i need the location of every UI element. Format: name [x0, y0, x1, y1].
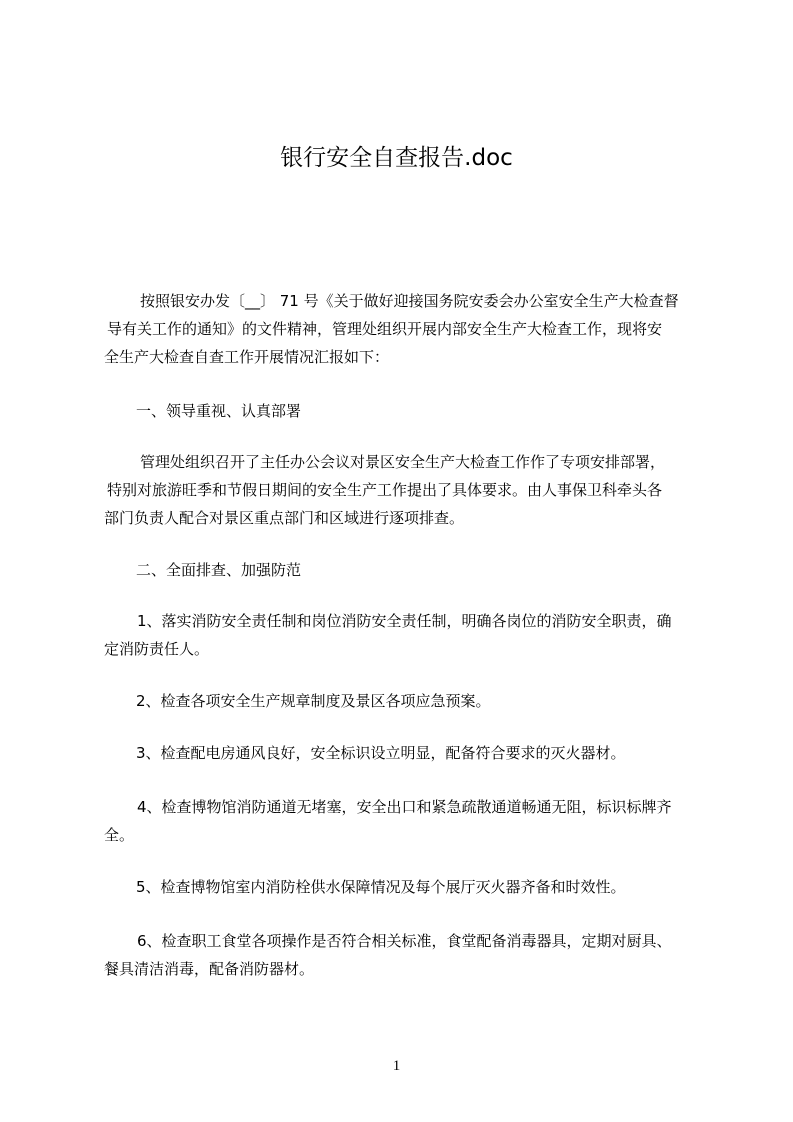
list-item-line: 1、落实消防安全责任制和岗位消防安全责任制，明确各岗位的消防安全职责，确	[137, 612, 672, 630]
intro-line: 按照银安办发〔__〕 71 号《关于做好迎接国务院安委会办公室安全生产大检查督	[140, 292, 679, 310]
section-heading: 二、全面排查、加强防范	[136, 561, 302, 579]
list-item-line: 5、检查博物馆室内消防栓供水保障情况及每个展厅灭火器齐备和时效性。	[136, 878, 626, 896]
list-item-line: 4、检查博物馆消防通道无堵塞，安全出口和紧急疏散通道畅通无阻，标识标牌齐	[137, 798, 672, 816]
paragraph-line: 特别对旅游旺季和节假日期间的安全生产工作提出了具体要求。由人事保卫科牵头各	[107, 481, 663, 499]
intro-line: 全生产大检查自查工作开展情况汇报如下：	[104, 348, 390, 366]
paragraph-line: 管理处组织召开了主任办公会议对景区安全生产大检查工作作了专项安排部署，	[140, 453, 666, 471]
intro-line: 导有关工作的通知》的文件精神，管理处组织开展内部安全生产大检查工作，现将安	[107, 320, 663, 338]
list-item-line: 3、检查配电房通风良好，安全标识设立明显，配备符合要求的灭火器材。	[136, 744, 626, 762]
list-item-line: 定消防责任人。	[104, 640, 210, 658]
list-item-line: 餐具清洁消毒，配备消防器材。	[104, 960, 315, 978]
paragraph-line: 部门负责人配合对景区重点部门和区域进行逐项排查。	[104, 509, 465, 527]
page-number: 1	[392, 1058, 401, 1074]
list-item-line: 2、检查各项安全生产规章制度及景区各项应急预案。	[136, 692, 491, 710]
section-heading: 一、领导重视、认真部署	[136, 402, 302, 420]
list-item-line: 6、检查职工食堂各项操作是否符合相关标准，食堂配备消毒器具，定期对厨具、	[137, 932, 672, 950]
document-title: 银行安全自查报告.doc	[280, 145, 513, 171]
list-item-line: 全。	[104, 826, 135, 844]
